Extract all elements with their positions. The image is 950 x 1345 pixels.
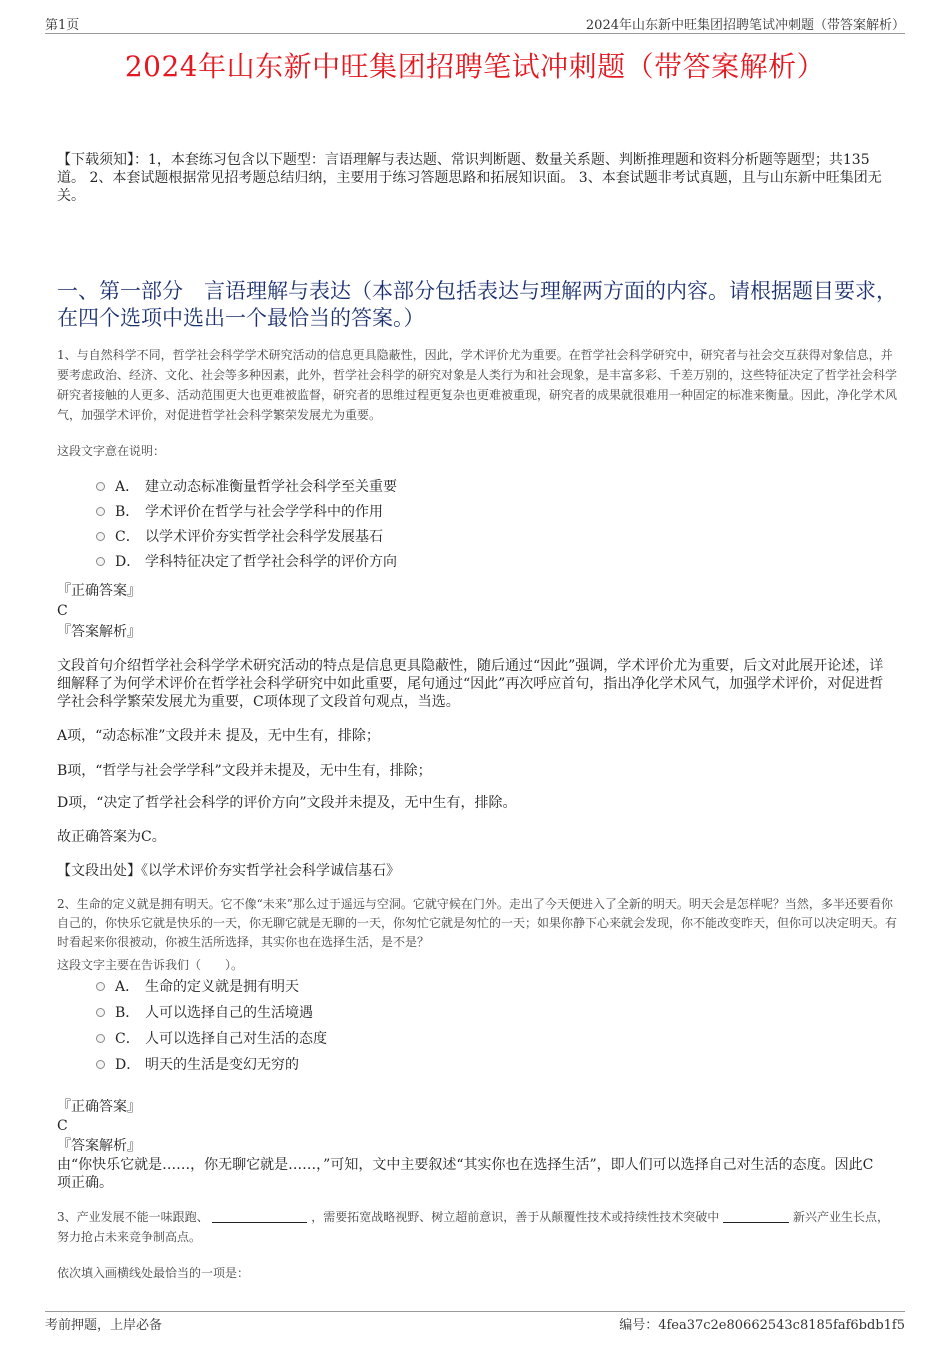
q1-source: 【文段出处】《以学术评价夯实哲学社会科学诚信基石》 [57, 863, 400, 879]
option-letter: A． [115, 979, 140, 995]
option-text: 人可以选择自己的生活境遇 [145, 1005, 313, 1021]
section-heading: 一、第一部分 言语理解与表达（本部分包括表达与理解两方面的内容。请根据题目要求，在四个选项中选出一个最恰当的答案。） [57, 279, 897, 330]
option-text: 学术评价在哲学与社会学学科中的作用 [145, 504, 383, 520]
q1-analysis-main: 文段首句介绍哲学社会科学学术研究活动的特点是信息更具隐蔽性，随后通过“因此”强调，学术评价尤为重要，后文对此展开论述，详细解释了为何学术评价在哲学社会科学研究中如此重要，尾句通过“因此”再次呼应首句，指出净化学术风气，加强学术评价，对促进哲学社会科学繁荣发展尤为重要，C项体现了文段首句观点，当选。 [57, 658, 884, 710]
q1-option-c[interactable] [96, 525, 397, 547]
q2-options [96, 975, 327, 1075]
q2-answer-label: 『正确答案』 [57, 1099, 141, 1115]
q2-analysis-label: 『答案解析』 [57, 1138, 141, 1154]
radio-icon[interactable] [96, 557, 105, 566]
q1-text: 1、与自然科学不同，哲学社会科学学术研究活动的信息更具隐蔽性，因此，学术评价尤为重要。在哲学社会科学研究中，研究者与社会交互获得对象信息，并要考虑政治、经济、文化、社会等多种因素，此外，哲学社会科学的研究对象是人类行为和社会现象，是丰富多彩、千差万别的，这些特征决定了哲学社会科学研究者接触的人更多、活动范围更大也更难被监督，研究者的思维过程更复杂也更难被重现，研究者的成果就很难用一种固定的标准来衡量。因此，净化学术风气，加强学术评价，对促进哲学社会科学繁荣发展尤为重要。 [57, 348, 898, 422]
q2-analysis: 由“你快乐它就是……，你无聊它就是……，”可知，文中主要叙述“其实你也在选择生活”，即人们可以选择自己对生活的态度。因此C项正确。 [57, 1157, 874, 1191]
option-letter: D． [115, 554, 141, 570]
header-rule [45, 33, 905, 34]
q3-text [57, 1207, 897, 1247]
q1-answer-label: 『正确答案』 [57, 583, 141, 599]
option-text: 建立动态标准衡量哲学社会科学至关重要 [145, 479, 397, 495]
radio-icon[interactable] [96, 532, 105, 541]
footer-rule [45, 1311, 905, 1312]
q2-option-a[interactable] [96, 975, 327, 997]
q2-option-b[interactable] [96, 1001, 327, 1023]
page-title: 2024年山东新中旺集团招聘笔试冲刺题（带答案解析） [124, 50, 826, 83]
q1-analysis-a: A项，“动态标准”文段并未 提及，无中生有，排除； [57, 728, 380, 744]
header-doc-title: 2024年山东新中旺集团招聘笔试冲刺题（带答案解析） [585, 18, 905, 33]
option-text: 生命的定义就是拥有明天 [145, 979, 299, 995]
q1-answer: C [57, 603, 68, 619]
q2-option-c[interactable] [96, 1027, 327, 1049]
q3-text-part3: 新兴产业生长点，努力抢占未来竞争制高点。 [57, 1210, 889, 1244]
option-text: 学科特征决定了哲学社会科学的评价方向 [145, 554, 397, 570]
q3-blank-1[interactable] [212, 1208, 307, 1223]
q1-conclusion: 故正确答案为C。 [57, 829, 166, 845]
radio-icon[interactable] [96, 1060, 105, 1069]
option-letter: A． [115, 479, 140, 495]
footer-doc-id: 编号：4fea37c2e80662543c8185faf6bdb1f5 [619, 1318, 905, 1333]
option-text: 以学术评价夯实哲学社会科学发展基石 [145, 529, 383, 545]
q2-text: 2、生命的定义就是拥有明天。它不像“未来”那么过于遥远与空洞。它就守候在门外。走出了今天便进入了全新的明天。明天会是怎样呢？当然，多半还要看你自己的，你快乐它就是快乐的一天，你无聊它就是无聊的一天，你匆忙它就是匆忙的一天；如果你静下心来就会发现，你不能改变昨天，但你可以决定明天。有时看起来你很被动，你被生活所选择，其实你也在选择生活，是不是？ [57, 897, 898, 949]
q1-options [96, 475, 397, 572]
option-text: 人可以选择自己对生活的态度 [145, 1031, 327, 1047]
q1-analysis-label: 『答案解析』 [57, 624, 141, 640]
q3-text-part2: ，需要拓宽战略视野、树立超前意识，善于从颠覆性技术或持续性技术突破中 [311, 1210, 720, 1224]
option-letter: B． [115, 504, 140, 520]
option-letter: D． [115, 1057, 141, 1073]
radio-icon[interactable] [96, 1034, 105, 1043]
q2-answer: C [57, 1118, 68, 1134]
radio-icon[interactable] [96, 482, 105, 491]
option-letter: C． [115, 1031, 140, 1047]
q1-stem: 这段文字意在说明： [57, 444, 166, 458]
option-text: 明天的生活是变幻无穷的 [145, 1057, 299, 1073]
page-number: 第1页 [45, 18, 80, 33]
option-letter: C． [115, 529, 140, 545]
option-letter: B． [115, 1005, 140, 1021]
q2-stem: 这段文字主要在告诉我们（ ）。 [57, 958, 244, 972]
radio-icon[interactable] [96, 507, 105, 516]
q3-text-part1: 3、产业发展不能一味跟跑、 [57, 1210, 209, 1224]
q1-option-d[interactable] [96, 550, 397, 572]
footer-slogan: 考前押题，上岸必备 [45, 1318, 163, 1333]
q1-option-b[interactable] [96, 500, 397, 522]
download-notice: 【下载须知】：1，本套练习包含以下题型：言语理解与表达题、常识判断题、数量关系题、判断推理题和资料分析题等题型；共135道。 2、本套试题根据常见招考题总结归纳，主要用于练习答题思路和拓展知识面。 3、本套试题非考试真题，且与山东新中旺集团无关。 [57, 152, 882, 204]
radio-icon[interactable] [96, 1008, 105, 1017]
q3-stem: 依次填入画横线处最恰当的一项是： [57, 1266, 250, 1280]
q1-analysis-d: D项，“决定了哲学社会科学的评价方向”文段并未提及，无中生有，排除。 [57, 795, 517, 811]
radio-icon[interactable] [96, 982, 105, 991]
q1-option-a[interactable] [96, 475, 397, 497]
q3-blank-2[interactable] [723, 1208, 789, 1223]
q1-analysis-b: B项，“哲学与社会学学科”文段并未提及，无中生有，排除； [57, 763, 432, 779]
q2-option-d[interactable] [96, 1053, 327, 1075]
